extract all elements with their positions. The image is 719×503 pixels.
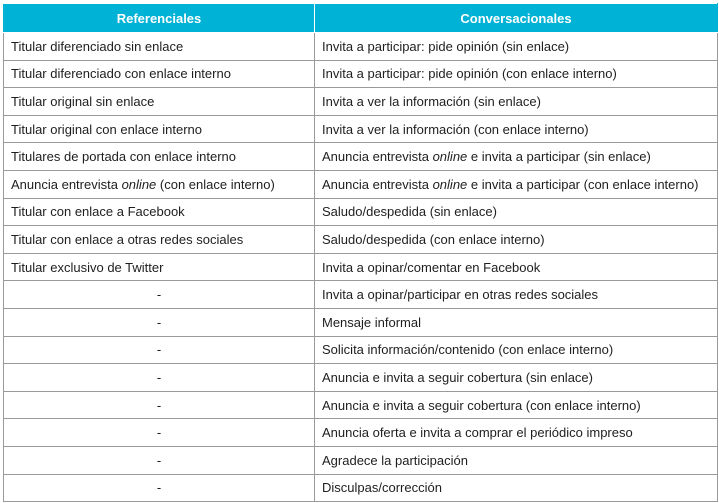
cell-text-pre: Anuncia entrevista xyxy=(322,176,433,192)
cell-conversacional: Disculpas/corrección xyxy=(315,474,718,502)
cell-text-italic: online xyxy=(121,176,157,192)
cell-referencial: Titular original sin enlace xyxy=(4,88,315,116)
header-row xyxy=(4,4,718,33)
cell-referencial: Titular con enlace a Facebook xyxy=(4,198,315,226)
cell-text-italic: online xyxy=(432,149,468,165)
cell-conversacional: Saludo/despedida (con enlace interno) xyxy=(315,226,718,254)
table-row xyxy=(4,391,718,419)
cell-conversacional: Saludo/despedida (sin enlace) xyxy=(315,198,718,226)
cell-referencial: Titular diferenciado sin enlace xyxy=(4,33,315,61)
cell-referencial: Titular original con enlace interno xyxy=(4,115,315,143)
cell-referencial xyxy=(4,170,315,198)
table-row xyxy=(4,198,718,226)
table-row xyxy=(4,474,718,502)
cell-conversacional: Solicita información/contenido (con enlace interno) xyxy=(315,336,718,364)
table-row xyxy=(4,446,718,474)
table-row xyxy=(4,281,718,309)
table-row xyxy=(4,336,718,364)
table-row xyxy=(4,226,718,254)
cell-referencial-empty: - xyxy=(4,446,315,474)
cell-conversacional: Invita a participar: pide opinión (sin enlace) xyxy=(315,33,718,61)
cell-text-italic: online xyxy=(432,176,468,192)
cell-conversacional: Invita a participar: pide opinión (con enlace interno) xyxy=(315,60,718,88)
cell-conversacional: Invita a ver la información (sin enlace) xyxy=(315,88,718,116)
cell-referencial: Titular con enlace a otras redes sociales xyxy=(4,226,315,254)
cell-referencial-empty: - xyxy=(4,419,315,447)
cell-text-pre: Anuncia entrevista xyxy=(11,176,122,192)
cell-referencial-empty: - xyxy=(4,281,315,309)
cell-conversacional xyxy=(315,170,718,198)
table-row xyxy=(4,88,718,116)
header-conversacionales: Conversacionales xyxy=(315,4,718,33)
table-row xyxy=(4,308,718,336)
header-referenciales: Referenciales xyxy=(4,4,315,33)
table-row xyxy=(4,170,718,198)
table-row xyxy=(4,364,718,392)
cell-conversacional: Invita a ver la información (con enlace interno) xyxy=(315,115,718,143)
table-row xyxy=(4,143,718,171)
cell-conversacional: Anuncia e invita a seguir cobertura (sin enlace) xyxy=(315,364,718,392)
cell-referencial-empty: - xyxy=(4,474,315,502)
cell-text-pre: Anuncia entrevista xyxy=(322,149,433,165)
cell-referencial-empty: - xyxy=(4,308,315,336)
cell-conversacional: Mensaje informal xyxy=(315,308,718,336)
cell-conversacional: Anuncia oferta e invita a comprar el periódico impreso xyxy=(315,419,718,447)
cell-referencial-empty: - xyxy=(4,364,315,392)
cell-referencial: Titular diferenciado con enlace interno xyxy=(4,60,315,88)
cell-referencial: Titular exclusivo de Twitter xyxy=(4,253,315,281)
table-row xyxy=(4,253,718,281)
cell-conversacional: Anuncia e invita a seguir cobertura (con enlace interno) xyxy=(315,391,718,419)
cell-referencial-empty: - xyxy=(4,391,315,419)
cell-conversacional: Invita a opinar/participar en otras redes sociales xyxy=(315,281,718,309)
cell-conversacional xyxy=(315,143,718,171)
cell-text-post: e invita a participar (con enlace interno) xyxy=(467,176,699,192)
table-row xyxy=(4,115,718,143)
table-row xyxy=(4,60,718,88)
cell-referencial-empty: - xyxy=(4,336,315,364)
cell-text-post: e invita a participar (sin enlace) xyxy=(467,149,651,165)
table-row xyxy=(4,419,718,447)
classification-table xyxy=(3,3,718,502)
table-row xyxy=(4,33,718,61)
cell-text-post: (con enlace interno) xyxy=(156,176,275,192)
cell-conversacional: Invita a opinar/comentar en Facebook xyxy=(315,253,718,281)
cell-referencial: Titulares de portada con enlace interno xyxy=(4,143,315,171)
cell-conversacional: Agradece la participación xyxy=(315,446,718,474)
